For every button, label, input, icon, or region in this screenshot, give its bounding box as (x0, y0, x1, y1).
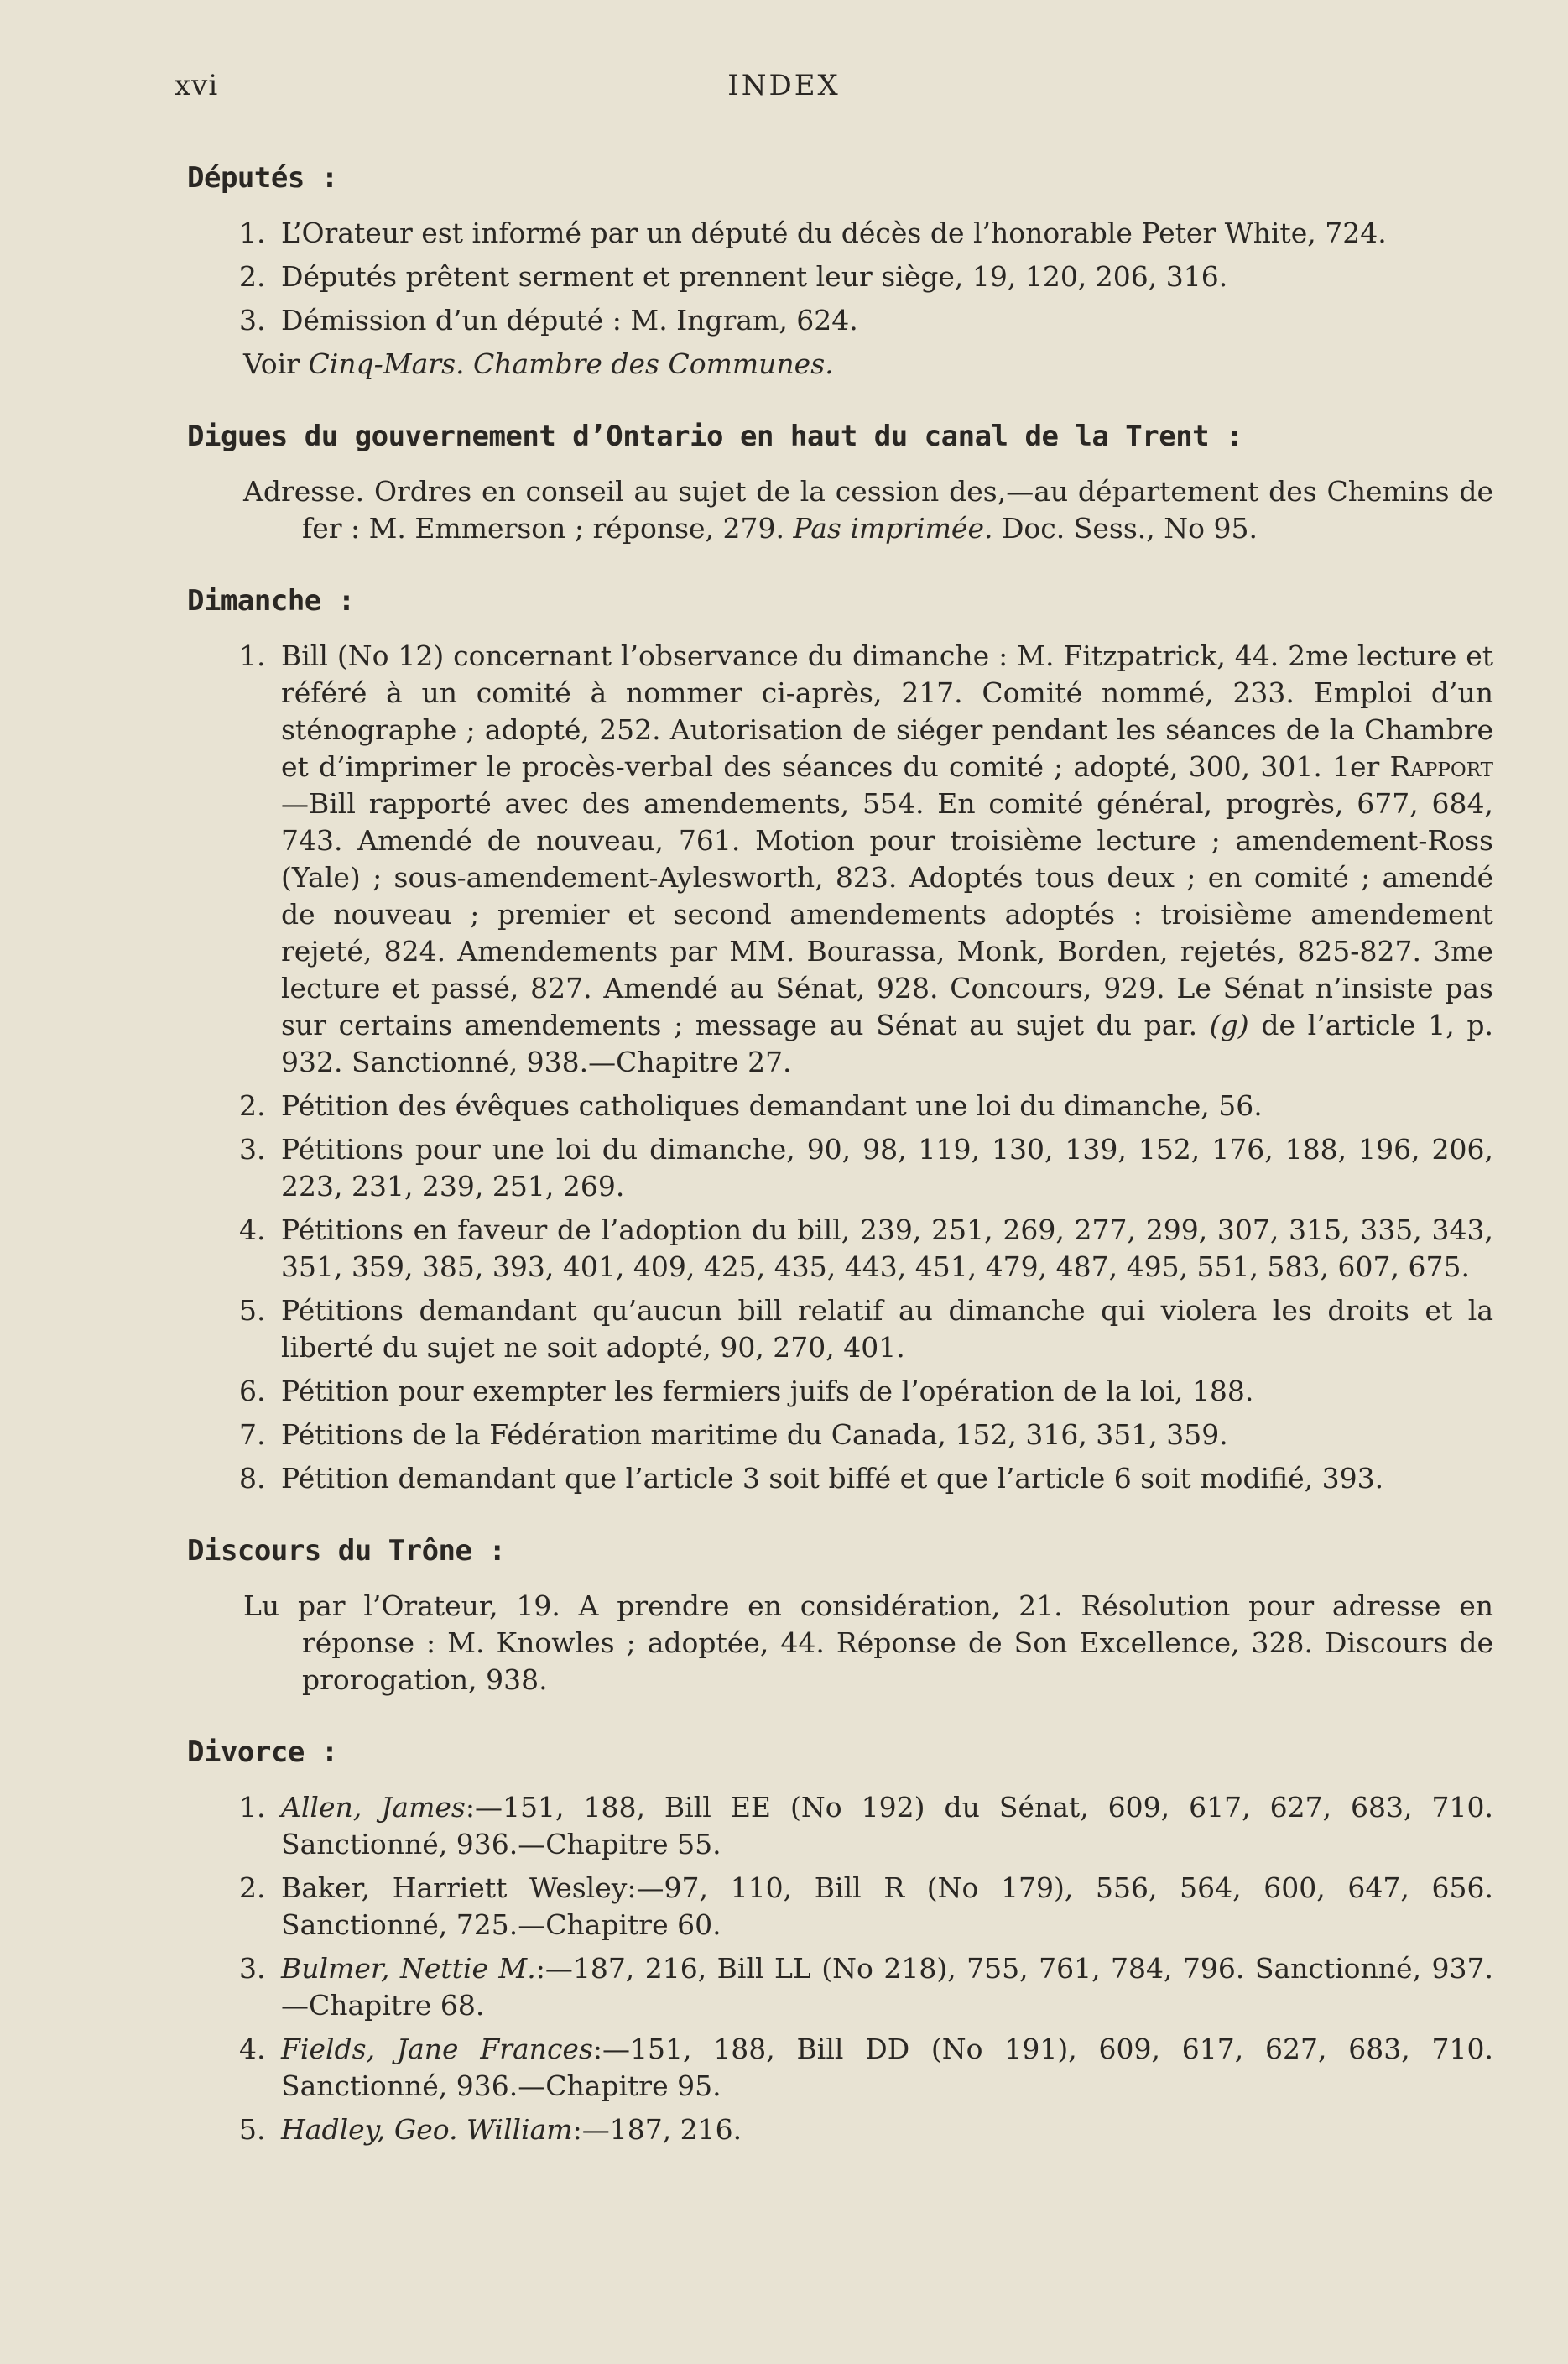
person-name: Fields, Jane Frances (281, 2033, 593, 2065)
rapport-label: Rapport (1389, 750, 1493, 783)
item-text: Pétitions de la Fédération maritime du Canada, 152, 316, 351, 359. (281, 1418, 1228, 1451)
item-text: Démission d’un député : M. Ingram, 624. (281, 304, 858, 337)
list-item (239, 1131, 1493, 1205)
running-head (0, 69, 1568, 111)
entry-divorce (172, 1734, 1493, 2148)
entry-paragraph (243, 473, 1493, 547)
list-item (239, 1460, 1493, 1497)
entry-discours-du-trone (172, 1532, 1493, 1699)
item-text (281, 1789, 1493, 1863)
item-text (281, 1950, 1493, 2024)
item-detail: :—187, 216. (572, 2113, 742, 2146)
entry-heading: Divorce : (187, 1735, 338, 1769)
person-name: Hadley, Geo. William (281, 2113, 573, 2146)
item-number: 7. (239, 1418, 266, 1451)
item-text: Pétition demandant que l’article 3 soit biffé et que l’article 6 soit modifié, 393. (281, 1462, 1384, 1495)
item-text: Pétition des évêques catholiques demandant une loi du dimanche, 56. (281, 1089, 1263, 1122)
item-text (281, 638, 1493, 1081)
paragraph-ref: (g) (1209, 1009, 1249, 1041)
item-number: 8. (239, 1462, 266, 1495)
list-item (239, 1417, 1493, 1453)
item-number: 1. (239, 217, 266, 249)
list-item (239, 1950, 1493, 2024)
person-name: Bulmer, Nettie M. (281, 1952, 536, 1985)
person-name: Allen, James (281, 1791, 466, 1824)
item-detail: :—187, 216, Bill LL (No 218), 755, 761, 784, 796. Sanctionné, 937.—Chapitre 68. (281, 1952, 1493, 2022)
list-item (239, 258, 1493, 295)
list-item (239, 302, 1493, 339)
see-label: Voir (243, 347, 300, 380)
entry-list (239, 215, 1493, 339)
entry-deputes (172, 159, 1493, 383)
see-reference: Cinq-Mars. Chambre des Communes. (308, 347, 834, 380)
item-text: Pétitions demandant qu’aucun bill relatif au dimanche qui violera les droits et la liberté du sujet ne soit adopté, 90, 270, 401. (281, 1294, 1493, 1364)
item-detail: :—151, 188, Bill EE (No 192) du Sénat, 609, 617, 627, 683, 710. Sanctionné, 936.—Chapitre 55. (281, 1791, 1493, 1860)
item-number: 2. (239, 1089, 266, 1122)
list-item (239, 1789, 1493, 1863)
list-item (239, 1870, 1493, 1944)
item-text: Députés prêtent serment et prennent leur siège, 19, 120, 206, 316. (281, 260, 1228, 293)
item-number: 1. (239, 1791, 266, 1824)
item-text (281, 2111, 1493, 2148)
item-text-a: Bill (No 12) concernant l’observance du dimanche : M. Fitzpatrick, 44. 2me lecture et référé à un comité à nommer ci-après, 217. Comité nommé, 233. Emploi d’un sténographe ; adopté, 252. Autorisation de siéger pendant les séances de la Chambre et d’imprimer le procès-verbal des séances du comité ; adopté, 300, 301. 1er (281, 639, 1493, 783)
list-item (239, 1212, 1493, 1286)
item-text: Pétitions pour une loi du dimanche, 90, 98, 119, 130, 139, 152, 176, 188, 196, 206, 223, 231, 239, 251, 269. (281, 1133, 1493, 1203)
entry-paragraph: Lu par l’Orateur, 19. A prendre en considération, 21. Résolution pour adresse en réponse : M. Knowles ; adoptée, 44. Réponse de Son Excellence, 328. Discours de prorogation, 938. (243, 1589, 1493, 1696)
item-number: 1. (239, 639, 266, 672)
list-item (239, 638, 1493, 1081)
item-text: L’Orateur est informé par un député du décès de l’honorable Peter White, 724. (281, 217, 1387, 249)
item-number: 6. (239, 1375, 266, 1407)
para-italic: Pas imprimée. (793, 512, 993, 545)
item-text-b: —Bill rapporté avec des amendements, 554. En comité général, progrès, 677, 684, 743. Amendé de nouveau, 761. Motion pour troisième lecture ; amendement-Ross (Yale) ; sous-amendement-Aylesworth, 823. Adoptés tous deux ; en comité ; amendé de nouveau ; premier et second amendements adoptés : troisième amendement rejeté, 824. Amendements par MM. Bourassa, Monk, Borden, rejetés, 825-827. 3me lecture et passé, 827. Amendé au Sénat, 928. Concours, 929. Le Sénat n’insiste pas sur certains amendements ; message au Sénat au sujet du par. (281, 787, 1493, 1041)
item-text (281, 2031, 1493, 2105)
item-number: 3. (239, 1952, 266, 1985)
entry-heading: Députés : (187, 161, 338, 195)
list-item (239, 1373, 1493, 1410)
list-item (239, 215, 1493, 252)
item-number: 3. (239, 1133, 266, 1166)
item-text (281, 1870, 1493, 1944)
item-detail: :—151, 188, Bill DD (No 191), 609, 617, 627, 683, 710. Sanctionné, 936.—Chapitre 95. (281, 2033, 1493, 2102)
item-text-c: de l’article 1, p. 932. Sanctionné, 938.—Chapitre 27. (281, 1009, 1493, 1078)
list-item (239, 1088, 1493, 1125)
item-number: 5. (239, 2113, 266, 2146)
item-detail: :—97, 110, Bill R (No 179), 556, 564, 600, 647, 656. Sanctionné, 725.—Chapitre 60. (281, 1871, 1493, 1941)
para-tail: Doc. Sess., No 95. (1001, 512, 1258, 545)
list-item (239, 2031, 1493, 2105)
entry-dimanche (172, 582, 1493, 1497)
item-number: 4. (239, 2033, 266, 2065)
person-name: Baker, Harriett Wesley (281, 1871, 628, 1904)
entry-heading: Dimanche : (187, 584, 355, 618)
item-number: 2. (239, 1871, 266, 1904)
index-content (172, 159, 1493, 2184)
item-text: Pétitions en faveur de l’adoption du bill, 239, 251, 269, 277, 299, 307, 315, 335, 343, 351, 359, 385, 393, 401, 409, 425, 435, 443, 451, 479, 487, 495, 551, 583, 607, 675. (281, 1213, 1493, 1283)
para-text: Adresse. Ordres en conseil au sujet de la cession des,—au département des Chemins de fer : M. Emmerson ; réponse, 279. (243, 475, 1493, 545)
item-number: 5. (239, 1294, 266, 1327)
page-folio: xvi (175, 69, 219, 102)
list-item (239, 1292, 1493, 1366)
entry-heading: Digues du gouvernement d’Ontario en haut du canal de la Trent : (187, 420, 1243, 453)
entry-list (239, 1789, 1493, 2148)
entry-digues (172, 418, 1493, 547)
page-title: INDEX (727, 69, 841, 102)
item-number: 3. (239, 304, 266, 337)
entry-list (239, 638, 1493, 1497)
item-text: Pétition pour exempter les fermiers juifs de l’opération de la loi, 188. (281, 1375, 1254, 1407)
entry-heading: Discours du Trône : (187, 1534, 506, 1568)
item-number: 4. (239, 1213, 266, 1246)
see-also (243, 346, 1493, 383)
list-item (239, 2111, 1493, 2148)
item-number: 2. (239, 260, 266, 293)
